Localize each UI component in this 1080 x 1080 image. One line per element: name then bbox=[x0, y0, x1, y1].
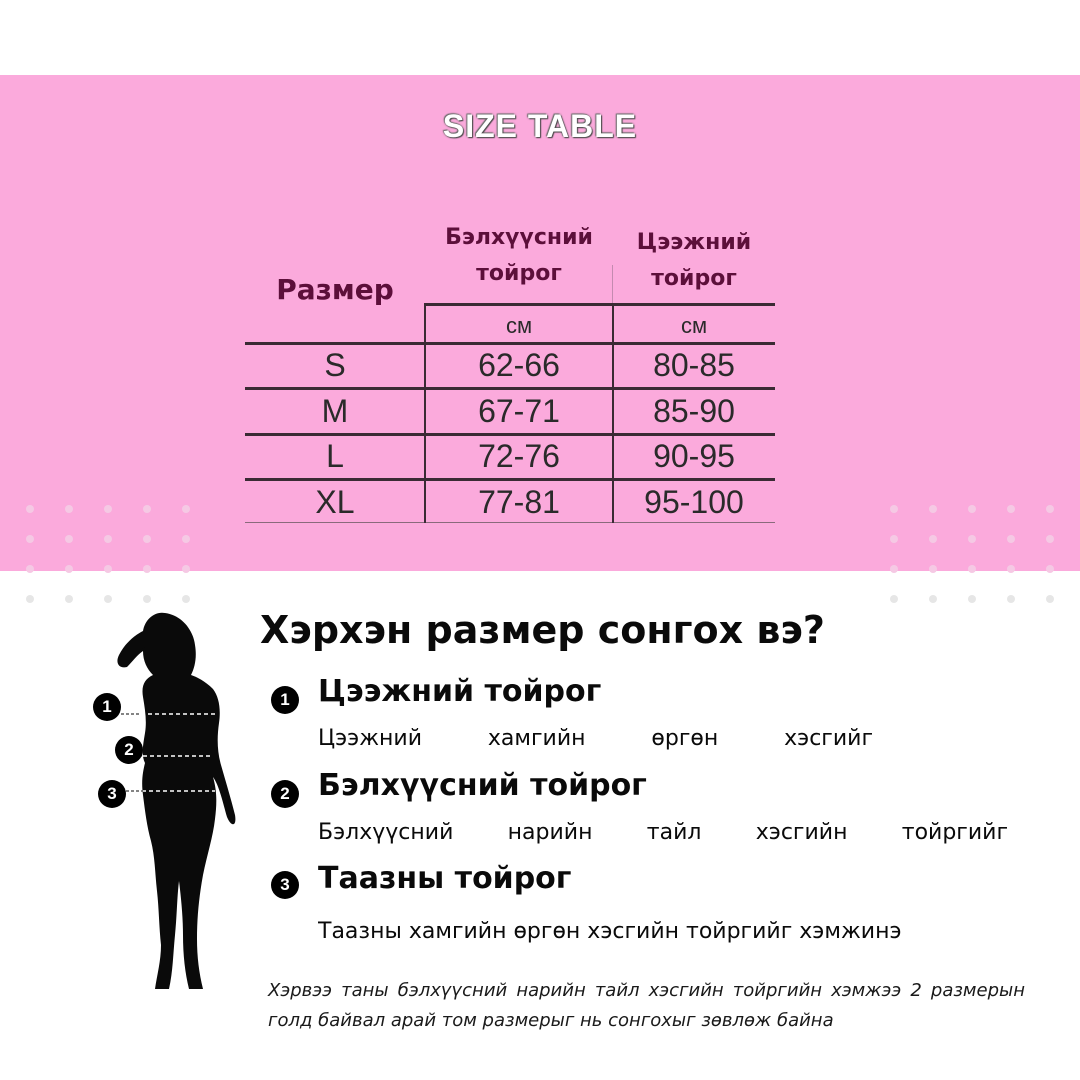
decorative-dot bbox=[143, 535, 151, 543]
decorative-dot bbox=[182, 535, 190, 543]
step-3-badge-icon: 3 bbox=[271, 871, 299, 899]
decorative-dot bbox=[890, 565, 898, 573]
decorative-dot bbox=[104, 505, 112, 513]
decorative-dot bbox=[143, 505, 151, 513]
table-divider bbox=[245, 433, 775, 436]
table-divider bbox=[424, 303, 426, 523]
decorative-dot bbox=[929, 505, 937, 513]
table-row bbox=[245, 389, 775, 434]
size-cell: XL bbox=[315, 484, 355, 520]
waist-cell: 62-66 bbox=[478, 347, 560, 383]
decorative-dot bbox=[1046, 535, 1054, 543]
decorative-dot bbox=[929, 595, 937, 603]
size-cell: L bbox=[326, 438, 344, 474]
decorative-dot bbox=[1007, 535, 1015, 543]
hip-measure-description: Таазны хамгийн өргөн хэсгийн тойргийг хэмжинэ bbox=[318, 919, 902, 944]
decorative-dot bbox=[890, 535, 898, 543]
decorative-dot bbox=[890, 505, 898, 513]
decorative-dot bbox=[104, 595, 112, 603]
decorative-dot bbox=[143, 595, 151, 603]
decorative-dot bbox=[104, 565, 112, 573]
decorative-dot bbox=[65, 595, 73, 603]
chest-measure-description: Цээжний хамгийн өргөн хэсгийг bbox=[318, 726, 873, 751]
table-row bbox=[245, 480, 775, 525]
table-row bbox=[245, 434, 775, 479]
chest-measure-title: Цээжний тойрог bbox=[318, 674, 602, 709]
table-divider bbox=[245, 478, 775, 481]
step-2-badge-icon: 2 bbox=[271, 780, 299, 808]
table-divider bbox=[245, 387, 775, 390]
table-divider bbox=[425, 303, 775, 306]
decorative-dot bbox=[65, 535, 73, 543]
decorative-dot bbox=[182, 505, 190, 513]
decorative-dot bbox=[182, 565, 190, 573]
size-cell: M bbox=[321, 393, 349, 429]
decorative-dot bbox=[143, 565, 151, 573]
decorative-dot bbox=[1046, 595, 1054, 603]
step-1-badge-icon: 1 bbox=[271, 686, 299, 714]
table-row bbox=[245, 343, 775, 388]
decorative-dot bbox=[26, 505, 34, 513]
decorative-dot bbox=[929, 565, 937, 573]
decorative-dot bbox=[26, 565, 34, 573]
size-column-header: Размер bbox=[276, 273, 394, 306]
decorative-dot bbox=[26, 595, 34, 603]
decorative-dot bbox=[65, 505, 73, 513]
hip-measure-title: Таазны тойрог bbox=[318, 861, 572, 896]
decorative-dot bbox=[1046, 565, 1054, 573]
decorative-dot bbox=[104, 535, 112, 543]
waist-cell: 77-81 bbox=[478, 484, 560, 520]
waist-header-line2: тойрог bbox=[476, 261, 562, 286]
size-cell: S bbox=[324, 347, 346, 383]
decorative-dot bbox=[1046, 505, 1054, 513]
chest-unit: см bbox=[680, 313, 708, 338]
decorative-dot bbox=[1007, 565, 1015, 573]
decorative-dot bbox=[968, 505, 976, 513]
waist-header-line1: Бэлхүүсний bbox=[445, 225, 593, 250]
chest-column-header bbox=[613, 220, 775, 297]
table-divider bbox=[245, 342, 775, 345]
silhouette-shape bbox=[117, 613, 235, 989]
decorative-dot bbox=[65, 565, 73, 573]
chest-cell: 85-90 bbox=[653, 393, 735, 429]
decorative-dot bbox=[968, 595, 976, 603]
table-divider bbox=[612, 303, 614, 523]
figure-marker-1-icon: 1 bbox=[93, 693, 121, 721]
waist-column-header bbox=[425, 220, 613, 292]
how-to-choose-heading: Хэрхэн размер сонгох вэ? bbox=[260, 608, 825, 652]
size-table-title: SIZE TABLE bbox=[442, 108, 638, 144]
waist-unit: см bbox=[505, 313, 533, 338]
decorative-dot bbox=[1007, 505, 1015, 513]
waist-measure-description: Бэлхүүсний нарийн тайл хэсгийн тойргийг bbox=[318, 820, 1008, 845]
table-divider bbox=[612, 265, 613, 303]
waist-measure-title: Бэлхүүсний тойрог bbox=[318, 768, 647, 803]
decorative-dot bbox=[890, 595, 898, 603]
decorative-dot bbox=[968, 535, 976, 543]
size-table bbox=[245, 215, 775, 525]
chest-header-line2: тойрог bbox=[651, 266, 737, 291]
decorative-dot bbox=[929, 535, 937, 543]
chest-cell: 80-85 bbox=[653, 347, 735, 383]
chest-header-line1: Цээжний bbox=[636, 230, 752, 255]
decorative-dot bbox=[182, 595, 190, 603]
decorative-dot bbox=[26, 535, 34, 543]
chest-cell: 90-95 bbox=[653, 438, 735, 474]
waist-cell: 67-71 bbox=[478, 393, 560, 429]
table-divider bbox=[245, 522, 775, 523]
decorative-dot bbox=[1007, 595, 1015, 603]
chest-cell: 95-100 bbox=[644, 484, 744, 520]
figure-marker-2-icon: 2 bbox=[115, 736, 143, 764]
figure-marker-3-icon: 3 bbox=[98, 780, 126, 808]
decorative-dot bbox=[968, 565, 976, 573]
waist-cell: 72-76 bbox=[478, 438, 560, 474]
size-advice-note: Хэрвээ таны бэлхүүсний нарийн тайл хэсгийн тойргийн хэмжээ 2 размерын голд байвал арай том размерыг нь сонгохыг зөвлөж байна bbox=[268, 980, 1025, 1031]
